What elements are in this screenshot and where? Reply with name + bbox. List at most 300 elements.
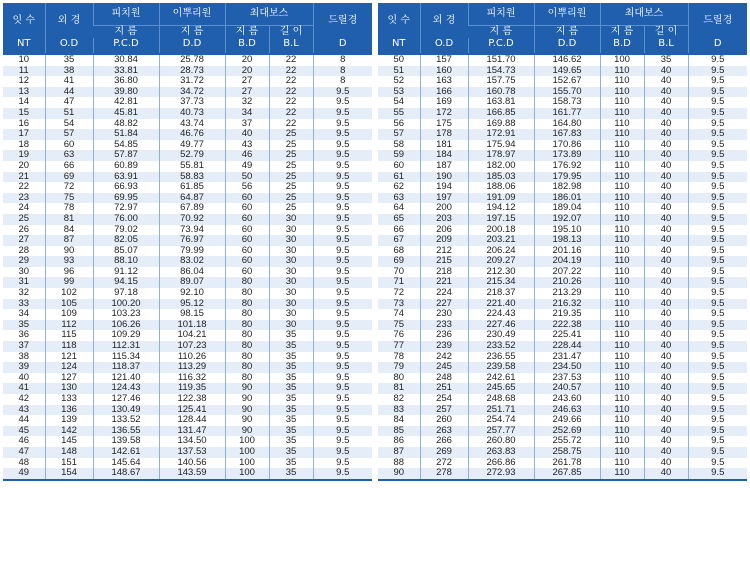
cell-teeth: 27 <box>3 235 45 246</box>
cell-teeth: 51 <box>378 66 420 77</box>
header-teeth-sub: NT <box>3 38 45 54</box>
cell-bl: 22 <box>269 76 313 87</box>
cell-dd: 237.53 <box>534 373 600 384</box>
cell-teeth: 66 <box>378 225 420 236</box>
cell-bd: 32 <box>225 97 269 108</box>
cell-bd: 110 <box>600 193 644 204</box>
cell-drill: 9.5 <box>688 97 747 108</box>
cell-drill: 9.5 <box>688 320 747 331</box>
cell-pcd: 124.43 <box>93 383 159 394</box>
cell-pcd: 145.64 <box>93 458 159 469</box>
cell-drill: 9.5 <box>688 309 747 320</box>
cell-teeth: 55 <box>378 108 420 119</box>
cell-pcd: 69.95 <box>93 193 159 204</box>
cell-dd: 110.26 <box>159 352 225 363</box>
cell-drill: 9.5 <box>688 468 747 480</box>
cell-bd: 110 <box>600 108 644 119</box>
cell-teeth: 18 <box>3 140 45 151</box>
cell-od: 154 <box>45 468 93 480</box>
cell-pcd: 85.07 <box>93 246 159 257</box>
cell-bd: 110 <box>600 288 644 299</box>
cell-dd: 204.19 <box>534 256 600 267</box>
cell-drill: 9.5 <box>313 288 372 299</box>
cell-od: 206 <box>420 225 468 236</box>
cell-drill: 9.5 <box>688 150 747 161</box>
spec-table-left <box>3 3 372 481</box>
header-pcd: 피치원 <box>93 3 159 26</box>
cell-teeth: 47 <box>3 447 45 458</box>
cell-bl: 40 <box>644 267 688 278</box>
cell-pcd: 197.15 <box>468 214 534 225</box>
cell-dd: 128.44 <box>159 415 225 426</box>
cell-bl: 30 <box>269 299 313 310</box>
cell-bl: 30 <box>269 214 313 225</box>
table-row <box>3 447 372 458</box>
cell-od: 160 <box>420 66 468 77</box>
cell-dd: 173.89 <box>534 150 600 161</box>
cell-bd: 110 <box>600 119 644 130</box>
cell-bd: 110 <box>600 246 644 257</box>
cell-bl: 30 <box>269 320 313 331</box>
cell-pcd: 103.23 <box>93 309 159 320</box>
cell-bd: 100 <box>225 468 269 480</box>
cell-bl: 40 <box>644 256 688 267</box>
cell-teeth: 77 <box>378 341 420 352</box>
cell-pcd: 127.46 <box>93 394 159 405</box>
cell-od: 78 <box>45 203 93 214</box>
cell-od: 81 <box>45 214 93 225</box>
cell-dd: 182.98 <box>534 182 600 193</box>
cell-od: 151 <box>45 458 93 469</box>
cell-dd: 231.47 <box>534 352 600 363</box>
cell-teeth: 42 <box>3 394 45 405</box>
header-teeth: 잇 수 <box>3 3 45 38</box>
cell-drill: 9.5 <box>688 436 747 447</box>
cell-bd: 90 <box>225 415 269 426</box>
cell-drill: 9.5 <box>688 203 747 214</box>
cell-drill: 9.5 <box>688 299 747 310</box>
cell-dd: 76.97 <box>159 235 225 246</box>
header-pcd: 피치원 <box>468 3 534 26</box>
cell-bl: 30 <box>269 288 313 299</box>
cell-od: 127 <box>45 373 93 384</box>
table-row <box>378 161 747 172</box>
cell-pcd: 76.00 <box>93 214 159 225</box>
table-row <box>378 214 747 225</box>
header-bl-top: 길 이 <box>269 26 313 39</box>
cell-pcd: 212.30 <box>468 267 534 278</box>
cell-drill: 9.5 <box>313 246 372 257</box>
cell-dd: 64.87 <box>159 193 225 204</box>
cell-teeth: 90 <box>378 468 420 480</box>
cell-od: 87 <box>45 235 93 246</box>
cell-od: 148 <box>45 447 93 458</box>
header-bd-sub: B.D <box>225 38 269 54</box>
cell-bl: 25 <box>269 161 313 172</box>
cell-od: 96 <box>45 267 93 278</box>
cell-dd: 167.83 <box>534 129 600 140</box>
cell-pcd: 200.18 <box>468 225 534 236</box>
cell-pcd: 257.77 <box>468 426 534 437</box>
cell-drill: 9.5 <box>688 394 747 405</box>
cell-teeth: 46 <box>3 436 45 447</box>
cell-od: 124 <box>45 362 93 373</box>
cell-drill: 9.5 <box>688 267 747 278</box>
cell-bd: 110 <box>600 383 644 394</box>
cell-drill: 9.5 <box>688 352 747 363</box>
cell-bd: 110 <box>600 66 644 77</box>
cell-bd: 80 <box>225 373 269 384</box>
cell-od: 57 <box>45 129 93 140</box>
header-drill-sub: D <box>688 38 747 54</box>
cell-teeth: 26 <box>3 225 45 236</box>
cell-od: 209 <box>420 235 468 246</box>
cell-bl: 35 <box>269 341 313 352</box>
cell-pcd: 182.00 <box>468 161 534 172</box>
cell-drill: 9.5 <box>313 235 372 246</box>
cell-bl: 40 <box>644 458 688 469</box>
cell-dd: 104.21 <box>159 330 225 341</box>
cell-drill: 9.5 <box>313 394 372 405</box>
cell-od: 197 <box>420 193 468 204</box>
cell-teeth: 43 <box>3 405 45 416</box>
cell-bd: 100 <box>225 436 269 447</box>
header-dd: 이뿌리원 <box>159 3 225 26</box>
cell-teeth: 71 <box>378 277 420 288</box>
table-row <box>378 108 747 119</box>
header-pcd-mid: 지 름 <box>468 26 534 39</box>
cell-bd: 110 <box>600 161 644 172</box>
cell-bd: 100 <box>600 54 644 66</box>
cell-teeth: 64 <box>378 203 420 214</box>
cell-bd: 56 <box>225 182 269 193</box>
cell-dd: 258.75 <box>534 447 600 458</box>
cell-drill: 9.5 <box>688 458 747 469</box>
cell-dd: 28.73 <box>159 66 225 77</box>
cell-bl: 40 <box>644 394 688 405</box>
header-bl-top: 길 이 <box>644 26 688 39</box>
header-od-sub: O.D <box>420 38 468 54</box>
cell-od: 69 <box>45 172 93 183</box>
cell-teeth: 69 <box>378 256 420 267</box>
cell-bd: 60 <box>225 267 269 278</box>
cell-pcd: 79.02 <box>93 225 159 236</box>
cell-dd: 152.67 <box>534 76 600 87</box>
cell-pcd: 133.52 <box>93 415 159 426</box>
cell-dd: 92.10 <box>159 288 225 299</box>
cell-pcd: 54.85 <box>93 140 159 151</box>
cell-od: 166 <box>420 87 468 98</box>
cell-teeth: 68 <box>378 246 420 257</box>
cell-pcd: 112.31 <box>93 341 159 352</box>
cell-bl: 40 <box>644 246 688 257</box>
cell-drill: 9.5 <box>688 76 747 87</box>
cell-od: 212 <box>420 246 468 257</box>
cell-drill: 9.5 <box>313 352 372 363</box>
table-body-right <box>378 54 747 480</box>
cell-bd: 80 <box>225 362 269 373</box>
cell-teeth: 53 <box>378 87 420 98</box>
cell-drill: 9.5 <box>313 341 372 352</box>
cell-od: 139 <box>45 415 93 426</box>
cell-bl: 30 <box>269 277 313 288</box>
cell-pcd: 109.29 <box>93 330 159 341</box>
cell-dd: 195.10 <box>534 225 600 236</box>
cell-od: 194 <box>420 182 468 193</box>
cell-pcd: 239.58 <box>468 362 534 373</box>
cell-bd: 60 <box>225 256 269 267</box>
cell-pcd: 72.97 <box>93 203 159 214</box>
cell-teeth: 65 <box>378 214 420 225</box>
cell-bl: 25 <box>269 150 313 161</box>
cell-bl: 40 <box>644 320 688 331</box>
cell-teeth: 39 <box>3 362 45 373</box>
cell-od: 38 <box>45 66 93 77</box>
cell-drill: 9.5 <box>313 119 372 130</box>
cell-dd: 255.72 <box>534 436 600 447</box>
cell-bl: 40 <box>644 330 688 341</box>
cell-dd: 249.66 <box>534 415 600 426</box>
cell-drill: 9.5 <box>313 108 372 119</box>
cell-pcd: 57.87 <box>93 150 159 161</box>
cell-bl: 35 <box>269 458 313 469</box>
cell-drill: 9.5 <box>313 436 372 447</box>
header-drill: 드릴경 <box>313 3 372 38</box>
cell-pcd: 60.89 <box>93 161 159 172</box>
cell-bd: 60 <box>225 203 269 214</box>
cell-od: 136 <box>45 405 93 416</box>
cell-dd: 131.47 <box>159 426 225 437</box>
header-pcd-mid: 지 름 <box>93 26 159 39</box>
cell-teeth: 81 <box>378 383 420 394</box>
cell-bd: 60 <box>225 214 269 225</box>
cell-pcd: 230.49 <box>468 330 534 341</box>
cell-bd: 100 <box>225 447 269 458</box>
cell-bd: 110 <box>600 394 644 405</box>
cell-dd: 176.92 <box>534 161 600 172</box>
cell-od: 44 <box>45 87 93 98</box>
cell-teeth: 72 <box>378 288 420 299</box>
cell-dd: 186.01 <box>534 193 600 204</box>
cell-drill: 9.5 <box>313 203 372 214</box>
table-row <box>3 214 372 225</box>
cell-teeth: 74 <box>378 309 420 320</box>
cell-drill: 9.5 <box>688 214 747 225</box>
cell-pcd: 272.93 <box>468 468 534 480</box>
cell-teeth: 10 <box>3 54 45 66</box>
cell-bl: 40 <box>644 119 688 130</box>
cell-pcd: 115.34 <box>93 352 159 363</box>
cell-pcd: 245.65 <box>468 383 534 394</box>
cell-bl: 40 <box>644 383 688 394</box>
cell-dd: 101.18 <box>159 320 225 331</box>
cell-bd: 50 <box>225 172 269 183</box>
cell-dd: 67.89 <box>159 203 225 214</box>
cell-bl: 40 <box>644 161 688 172</box>
cell-od: 239 <box>420 341 468 352</box>
cell-pcd: 218.37 <box>468 288 534 299</box>
header-bl-sub: B.L <box>269 38 313 54</box>
cell-drill: 9.5 <box>688 161 747 172</box>
cell-teeth: 28 <box>3 246 45 257</box>
cell-bl: 40 <box>644 436 688 447</box>
cell-pcd: 175.94 <box>468 140 534 151</box>
cell-dd: 52.79 <box>159 150 225 161</box>
cell-drill: 9.5 <box>313 309 372 320</box>
header-dd-mid: 지 름 <box>159 26 225 39</box>
cell-bd: 110 <box>600 309 644 320</box>
cell-dd: 228.44 <box>534 341 600 352</box>
cell-od: 184 <box>420 150 468 161</box>
cell-dd: 34.72 <box>159 87 225 98</box>
cell-bl: 40 <box>644 172 688 183</box>
cell-bl: 40 <box>644 76 688 87</box>
cell-bd: 110 <box>600 458 644 469</box>
cell-pcd: 236.55 <box>468 352 534 363</box>
cell-od: 105 <box>45 299 93 310</box>
cell-dd: 261.78 <box>534 458 600 469</box>
cell-bl: 40 <box>644 299 688 310</box>
cell-drill: 9.5 <box>313 458 372 469</box>
cell-drill: 9.5 <box>688 256 747 267</box>
header-pcd-sub: P.C.D <box>468 38 534 54</box>
cell-bd: 110 <box>600 330 644 341</box>
cell-drill: 9.5 <box>688 362 747 373</box>
cell-pcd: 45.81 <box>93 108 159 119</box>
cell-drill: 9.5 <box>688 447 747 458</box>
cell-dd: 219.35 <box>534 309 600 320</box>
cell-bl: 22 <box>269 87 313 98</box>
cell-od: 169 <box>420 97 468 108</box>
cell-pcd: 263.83 <box>468 447 534 458</box>
cell-od: 163 <box>420 76 468 87</box>
cell-bl: 35 <box>269 373 313 384</box>
cell-od: 72 <box>45 182 93 193</box>
cell-bl: 40 <box>644 140 688 151</box>
cell-pcd: 160.78 <box>468 87 534 98</box>
cell-dd: 246.63 <box>534 405 600 416</box>
cell-od: 251 <box>420 383 468 394</box>
cell-od: 63 <box>45 150 93 161</box>
cell-drill: 9.5 <box>688 405 747 416</box>
cell-pcd: 209.27 <box>468 256 534 267</box>
cell-bd: 80 <box>225 277 269 288</box>
cell-od: 233 <box>420 320 468 331</box>
header-dd: 이뿌리원 <box>534 3 600 26</box>
cell-teeth: 56 <box>378 119 420 130</box>
cell-pcd: 203.21 <box>468 235 534 246</box>
cell-od: 115 <box>45 330 93 341</box>
cell-dd: 98.15 <box>159 309 225 320</box>
cell-drill: 9.5 <box>688 415 747 426</box>
cell-drill: 9.5 <box>688 341 747 352</box>
cell-dd: 140.56 <box>159 458 225 469</box>
cell-od: 41 <box>45 76 93 87</box>
cell-od: 75 <box>45 193 93 204</box>
cell-bl: 22 <box>269 97 313 108</box>
cell-teeth: 79 <box>378 362 420 373</box>
cell-pcd: 206.24 <box>468 246 534 257</box>
cell-od: 236 <box>420 330 468 341</box>
cell-drill: 9.5 <box>313 383 372 394</box>
cell-drill: 9.5 <box>313 468 372 480</box>
cell-teeth: 37 <box>3 341 45 352</box>
cell-bd: 110 <box>600 172 644 183</box>
cell-bl: 40 <box>644 277 688 288</box>
cell-bd: 110 <box>600 129 644 140</box>
cell-dd: 234.50 <box>534 362 600 373</box>
cell-od: 51 <box>45 108 93 119</box>
cell-dd: 201.16 <box>534 246 600 257</box>
cell-drill: 9.5 <box>313 426 372 437</box>
cell-bd: 27 <box>225 76 269 87</box>
cell-teeth: 63 <box>378 193 420 204</box>
cell-teeth: 84 <box>378 415 420 426</box>
cell-dd: 146.62 <box>534 54 600 66</box>
cell-od: 218 <box>420 267 468 278</box>
cell-od: 102 <box>45 288 93 299</box>
cell-drill: 9.5 <box>313 415 372 426</box>
cell-pcd: 248.68 <box>468 394 534 405</box>
cell-teeth: 29 <box>3 256 45 267</box>
cell-pcd: 51.84 <box>93 129 159 140</box>
cell-drill: 9.5 <box>313 405 372 416</box>
cell-od: 245 <box>420 362 468 373</box>
cell-pcd: 148.67 <box>93 468 159 480</box>
cell-pcd: 36.80 <box>93 76 159 87</box>
cell-od: 35 <box>45 54 93 66</box>
cell-bl: 40 <box>644 373 688 384</box>
cell-bd: 110 <box>600 203 644 214</box>
cell-teeth: 49 <box>3 468 45 480</box>
cell-bl: 22 <box>269 54 313 66</box>
cell-dd: 149.65 <box>534 66 600 77</box>
cell-teeth: 41 <box>3 383 45 394</box>
spec-table-right <box>378 3 747 481</box>
cell-pcd: 191.09 <box>468 193 534 204</box>
cell-od: 47 <box>45 97 93 108</box>
cell-dd: 58.83 <box>159 172 225 183</box>
cell-dd: 134.50 <box>159 436 225 447</box>
cell-teeth: 35 <box>3 320 45 331</box>
cell-bd: 80 <box>225 330 269 341</box>
cell-teeth: 32 <box>3 288 45 299</box>
cell-bd: 110 <box>600 468 644 480</box>
cell-dd: 37.73 <box>159 97 225 108</box>
cell-bl: 35 <box>269 352 313 363</box>
cell-od: 215 <box>420 256 468 267</box>
cell-drill: 9.5 <box>688 108 747 119</box>
cell-drill: 9.5 <box>688 66 747 77</box>
cell-pcd: 136.55 <box>93 426 159 437</box>
cell-bd: 80 <box>225 299 269 310</box>
cell-drill: 9.5 <box>313 97 372 108</box>
cell-drill: 9.5 <box>313 129 372 140</box>
cell-drill: 8 <box>313 76 372 87</box>
cell-bl: 35 <box>269 468 313 480</box>
cell-bl: 40 <box>644 225 688 236</box>
cell-dd: 125.41 <box>159 405 225 416</box>
cell-drill: 9.5 <box>688 119 747 130</box>
cell-bl: 30 <box>269 246 313 257</box>
cell-dd: 31.72 <box>159 76 225 87</box>
cell-teeth: 75 <box>378 320 420 331</box>
cell-pcd: 166.85 <box>468 108 534 119</box>
cell-bl: 40 <box>644 235 688 246</box>
cell-bd: 27 <box>225 87 269 98</box>
cell-pcd: 94.15 <box>93 277 159 288</box>
cell-bd: 90 <box>225 394 269 405</box>
